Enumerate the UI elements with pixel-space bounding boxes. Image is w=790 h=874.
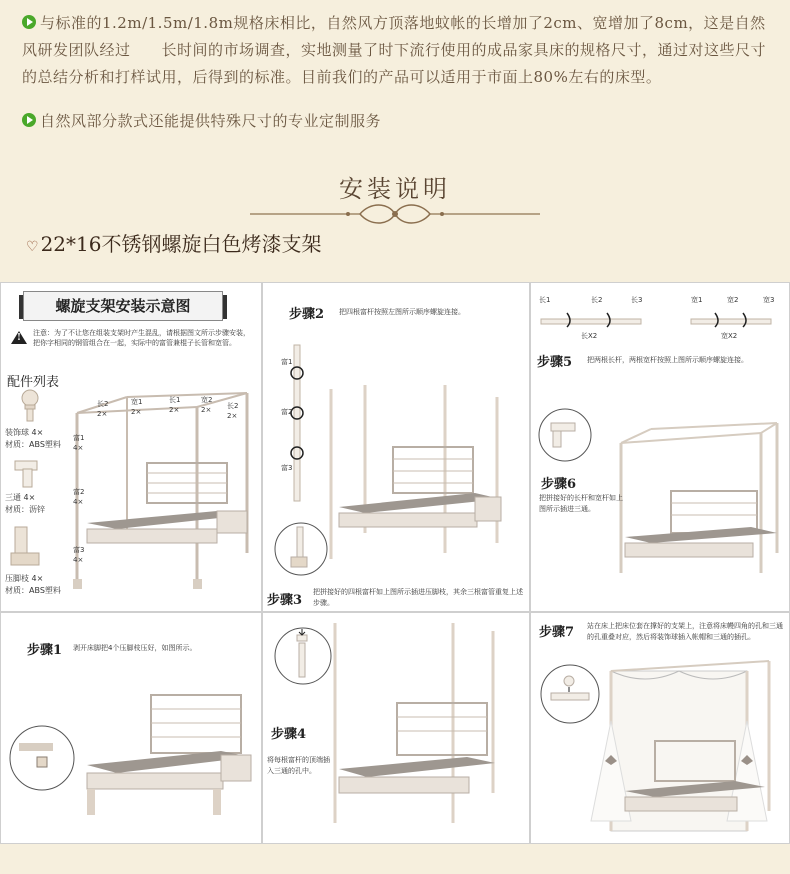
- step3-desc: 把拼接好的四根富杆如上图所示插进压脚枝，其余三根富管重复上述步骤。: [313, 588, 523, 607]
- frame-overview-diagram: [67, 393, 262, 603]
- label-long2-a: [97, 399, 108, 419]
- step2-label: 步骤2: [289, 307, 325, 322]
- tee-zoom-callout: [537, 407, 593, 463]
- long-pipe-label-2: 长2: [591, 296, 603, 304]
- label-text: 富2: [73, 488, 85, 496]
- label-count: 4×: [73, 556, 84, 564]
- part-clamp-material: 材质：ABS塑料: [5, 586, 61, 595]
- wide-count: 宽X2: [721, 332, 738, 340]
- intro-paragraph-1: [22, 10, 770, 91]
- bracket-subheading-text: 22*16不锈钢螺旋白色烤漆支架: [40, 232, 322, 256]
- diagram-title: 螺旋支架安装示意图: [23, 291, 223, 321]
- wide-pipe-label-1: 宽1: [691, 296, 703, 304]
- long-pipe-label-3: 长3: [631, 296, 643, 304]
- intro-section: [0, 0, 790, 282]
- label-text: 宽2: [201, 396, 213, 404]
- ball-insert-zoom-callout: [539, 663, 601, 725]
- wide-pipe-label-3: 宽3: [763, 296, 775, 304]
- panel-overview: [0, 282, 262, 612]
- label-text: 宽1: [131, 398, 143, 406]
- step5-desc: 把两根长杆，两根宽杆按照上图所示顺序螺旋连接。: [587, 356, 748, 364]
- part-clamp-name: 压脚枝 4×: [5, 574, 44, 583]
- parts-list-title: 配件列表: [7, 375, 60, 390]
- bed-step1-diagram: [81, 693, 257, 833]
- step7-desc: 站在床上把床位套在撑好的支架上，注意将床幔四角的孔和三通的孔重叠对应，然后将装饰球插入帐帽和三通的插孔。: [587, 622, 783, 641]
- part-tee: [5, 492, 45, 516]
- label-count: 2×: [97, 410, 108, 418]
- long-pipe-label-1: 长1: [539, 296, 551, 304]
- intro-paragraph-2: [22, 108, 770, 135]
- pole-assembly-diagram: [287, 345, 307, 505]
- bed-with-canopy-diagram: [605, 661, 785, 841]
- panel-step1: [0, 612, 262, 844]
- panel-step7: [530, 612, 790, 844]
- flourish-ornament-icon: [250, 200, 540, 228]
- part-tee-material: 材质：沥锌: [5, 505, 45, 514]
- label-text: 长2: [227, 402, 239, 410]
- label-text: 富1: [73, 434, 85, 442]
- intro-paragraph-1-text: 与标准的1.2m/1.5m/1.8m规格床相比，自然风方顶落地蚊帐的长增加了2cm、宽增加了8cm，这是自然风研发团队经过 长时间的市场调查，实地测量了时下流行使用的成品家具床的规格尺寸，通过对这些尺寸的总结分析和打样试用，后得到的标准。目前我们的产品可以适用于市面上80%左右的床型。: [22, 14, 767, 86]
- label-wide1: [131, 397, 142, 417]
- green-play-bullet-icon: [22, 15, 36, 29]
- label-count: 4×: [73, 498, 84, 506]
- label-text: 长2: [97, 400, 109, 408]
- label-count: 2×: [201, 406, 212, 414]
- foot-clamp-icon: [9, 527, 43, 567]
- long-count: 长X2: [581, 332, 598, 340]
- bed-step4-diagram: [327, 623, 517, 833]
- green-play-bullet-icon: [22, 113, 36, 127]
- foot-clamp-zoom-callout: [7, 723, 77, 793]
- label-text: 长1: [169, 396, 181, 404]
- bracket-subheading: [26, 228, 321, 257]
- panel-step2-3: [262, 282, 530, 612]
- wide-pipe-label-2: 宽2: [727, 296, 739, 304]
- label-fu2: [73, 487, 84, 507]
- part-ball-material: 材质：ABS塑料: [5, 440, 61, 449]
- label-fu3: [73, 545, 84, 565]
- part-tee-name: 三通 4×: [5, 493, 36, 502]
- step2-desc: 把四根富杆按照左图所示顺序螺旋连接。: [339, 308, 465, 316]
- step7-label: 步骤7: [539, 625, 575, 640]
- label-long1: [169, 395, 180, 415]
- instruction-grid: [0, 282, 790, 844]
- label-count: 2×: [169, 406, 180, 414]
- label-long2-b: [227, 401, 238, 421]
- step5-label: 步骤5: [537, 355, 573, 370]
- bed-with-poles-diagram: [325, 383, 525, 573]
- step1-desc: 剥开床脚把4个压脚枝压好，如图所示。: [73, 644, 197, 652]
- step1-label: 步骤1: [27, 643, 63, 658]
- tee-connector-icon: [13, 459, 43, 489]
- clamp-zoom-callout: [273, 519, 333, 579]
- step4-desc: 将每根富杆的顶端插入三通的孔中。: [267, 756, 330, 775]
- assembly-note: 注意：为了不让您在组装支架时产生混乱，请根据图文所示步骤安装，把你字相同的钢管组合在一起，实际中的富管兼棍子长管和宽管。: [33, 329, 250, 347]
- step6-desc: 把拼接好的长杆和宽杆如上图所示插进三通。: [539, 494, 623, 513]
- bottom-band: [0, 844, 790, 874]
- step3-label: 步骤3: [267, 593, 303, 608]
- label-fu1: [73, 433, 84, 453]
- part-clamp: [5, 573, 61, 597]
- label-text: 富3: [73, 546, 85, 554]
- step4-label: 步骤4: [271, 727, 307, 742]
- install-title: 安装说明: [339, 175, 451, 203]
- label-wide2: [201, 395, 212, 415]
- panel-step5-6: [530, 282, 790, 612]
- intro-paragraph-2-text: 自然风部分款式还能提供特殊尺寸的专业定制服务: [40, 112, 382, 130]
- part-ball: [5, 427, 61, 451]
- pole-label-2: 富2: [281, 408, 293, 416]
- label-count: 2×: [131, 408, 142, 416]
- heart-icon: ♡: [26, 239, 39, 255]
- label-count: 4×: [73, 444, 84, 452]
- label-count: 2×: [227, 412, 238, 420]
- pole-label-3: 富3: [281, 464, 293, 472]
- pole-label-1: 富1: [281, 358, 293, 366]
- part-ball-name: 装饰球 4×: [5, 428, 44, 437]
- bed-with-frame-diagram: [611, 423, 785, 583]
- panel-step4: [262, 612, 530, 844]
- warning-icon: [11, 331, 27, 344]
- decorative-ball-icon: [15, 389, 45, 423]
- step6-label: 步骤6: [541, 477, 577, 492]
